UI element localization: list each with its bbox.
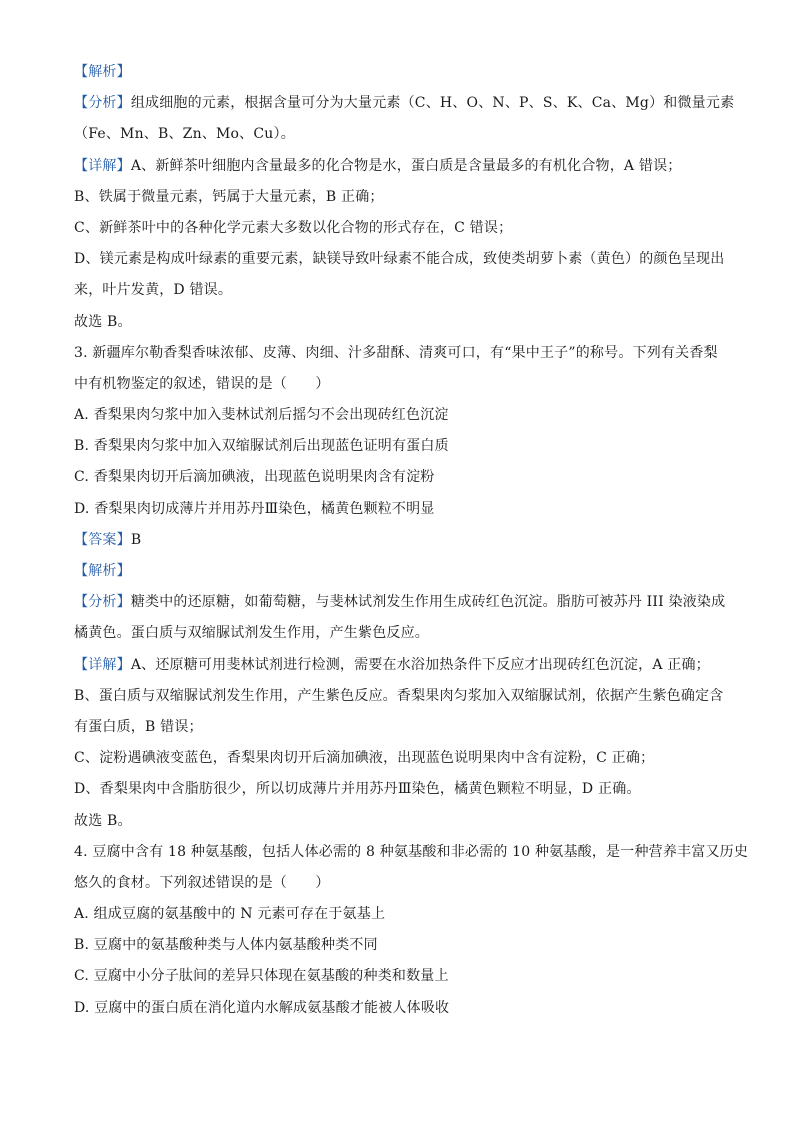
conclusion-line: 故选 B。 xyxy=(74,812,132,829)
analysis-line: 【分析】组成细胞的元素，根据含量可分为大量元素（C、H、O、N、P、S、K、Ca、Mg）和微量元素 xyxy=(74,95,735,112)
option-d: D. 香梨果肉切成薄片并用苏丹Ⅲ染色，橘黄色颗粒不明显 xyxy=(74,500,435,517)
detail-line: 来，叶片发黄，D 错误。 xyxy=(74,282,233,299)
detail-line: 【详解】A、新鲜茶叶细胞内含量最多的化合物是水，蛋白质是含量最多的有机化合物，A 错误； xyxy=(74,157,682,174)
detail-line: 有蛋白质，B 错误； xyxy=(74,718,203,735)
question-3-stem: 3. 新疆库尔勒香梨香味浓郁、皮薄、肉细、汁多甜酥、清爽可口，有“果中王子”的称号。下列有关香梨 xyxy=(74,344,718,361)
option-a: A. 香梨果肉匀浆中加入斐林试剂后摇匀不会出现砖红色沉淀 xyxy=(74,407,449,424)
question-4-stem: 悠久的食材。下列叙述错误的是（ ） xyxy=(74,874,330,891)
analysis-heading: 【解析】 xyxy=(74,64,131,80)
option-a: A. 组成豆腐的氨基酸中的 N 元素可存在于氨基上 xyxy=(74,906,386,923)
detail-line: C、淀粉遇碘液变蓝色，香梨果肉切开后滴加碘液，出现蓝色说明果肉中含有淀粉，C 正确； xyxy=(74,750,655,767)
analysis-line: 橘黄色。蛋白质与双缩脲试剂发生作用，产生紫色反应。 xyxy=(74,625,429,642)
option-c: C. 豆腐中小分子肽间的差异只体现在氨基酸的种类和数量上 xyxy=(74,968,449,985)
detail-line: 【详解】A、还原糖可用斐林试剂进行检测，需要在水浴加热条件下反应才出现砖红色沉淀，A 正确； xyxy=(74,656,710,673)
detail-line: D、镁元素是构成叶绿素的重要元素，缺镁导致叶绿素不能合成，致使类胡萝卜素（黄色）的颜色呈现出 xyxy=(74,251,725,268)
detail-line: B、蛋白质与双缩脲试剂发生作用，产生紫色反应。香梨果肉匀浆加入双缩脲试剂，依据产生紫色确定含 xyxy=(74,687,724,704)
option-b: B. 豆腐中的氨基酸种类与人体内氨基酸种类不同 xyxy=(74,937,378,954)
question-3-stem: 中有机物鉴定的叙述，错误的是（ ） xyxy=(74,375,330,392)
option-b: B. 香梨果肉匀浆中加入双缩脲试剂后出现蓝色证明有蛋白质 xyxy=(74,438,449,455)
detail-line: C、新鲜茶叶中的各种化学元素大多数以化合物的形式存在，C 错误； xyxy=(74,219,513,236)
analysis-line: 【分析】糖类中的还原糖，如葡萄糖，与斐林试剂发生作用生成砖红色沉淀。脂肪可被苏丹 III 染液染成 xyxy=(74,594,726,611)
answer-line: 【答案】B xyxy=(74,531,142,548)
detail-line: D、香梨果肉中含脂肪很少，所以切成薄片并用苏丹Ⅲ染色，橘黄色颗粒不明显，D 正确。 xyxy=(74,781,641,798)
analysis-heading: 【解析】 xyxy=(74,563,131,579)
document-page xyxy=(74,62,749,1029)
conclusion-line: 故选 B。 xyxy=(74,313,132,330)
analysis-line: （Fe、Mn、B、Zn、Mo、Cu）。 xyxy=(74,126,295,143)
detail-line: B、铁属于微量元素，钙属于大量元素，B 正确； xyxy=(74,188,384,205)
option-c: C. 香梨果肉切开后滴加碘液，出现蓝色说明果肉含有淀粉 xyxy=(74,469,435,486)
option-d: D. 豆腐中的蛋白质在消化道内水解成氨基酸才能被人体吸收 xyxy=(74,999,450,1016)
question-4-stem: 4. 豆腐中含有 18 种氨基酸，包括人体必需的 8 种氨基酸和非必需的 10 种氨基酸，是一种营养丰富又历史 xyxy=(74,843,749,860)
